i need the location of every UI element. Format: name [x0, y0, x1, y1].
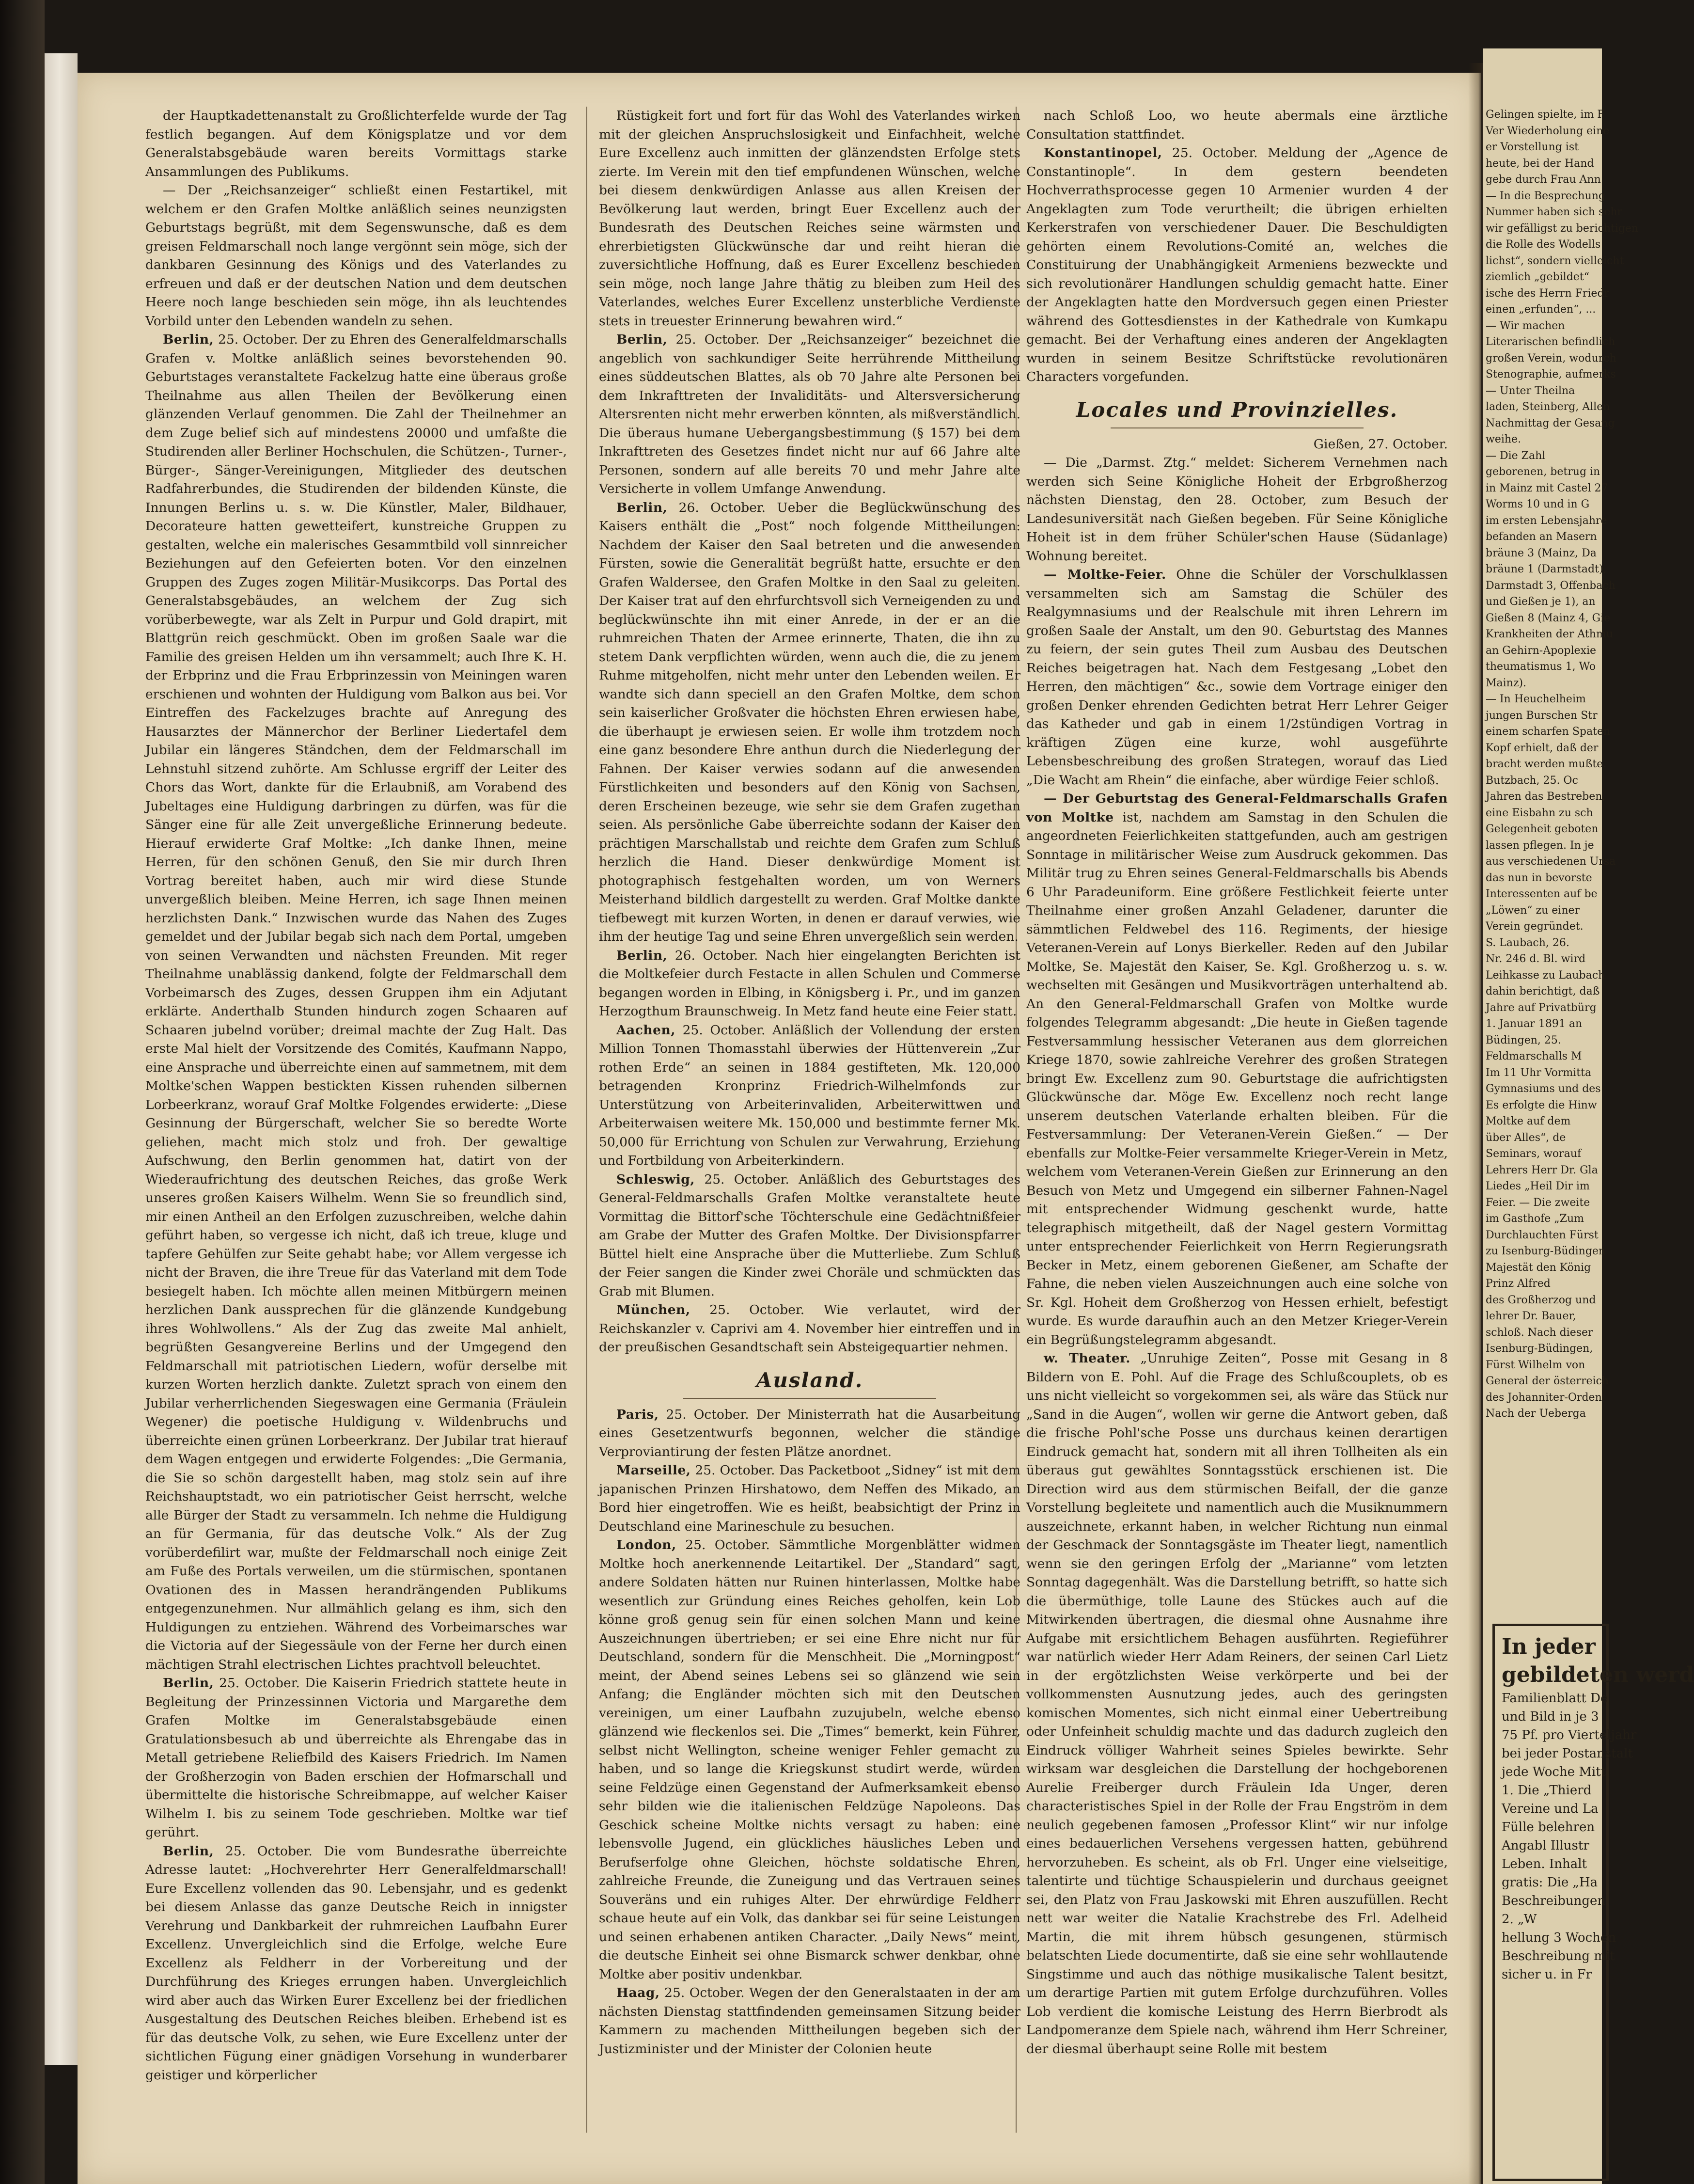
article-paragraph — [599, 499, 1020, 947]
adjacent-text-line: bracht werden mußte. — [1486, 758, 1607, 770]
adjacent-text-line: Mainz). — [1486, 677, 1527, 689]
dateline: Berlin, — [616, 500, 668, 515]
article-paragraph — [145, 1674, 567, 1842]
adjacent-text-line: 1. Januar 1891 an — [1486, 1018, 1583, 1030]
paragraph-text: „Unruhige Zeiten“, Posse mit Gesang in 8 Bildern von E. Pohl. Auf die Frage des Schlußcouplets, ob es uns nicht vielleicht so vorgekommen sei, als wäre das Stück nur „Sand in die Augen“, wollen wir gerne die Antwort geben, daß die frische Pohl'sche Posse uns durchaus keinen derartigen Eindruck gemacht hat, sondern mit all ihren Tollheiten als ein überaus gut gewähltes Sonntagsstück erschienen ist. Die Direction wird aus dem stürmischen Beifall, der die ganze Vorstellung begleitete und namentlich auch die Musiknummern auszeichnete, erkannt haben, in welcher Richtung nun einmal der Geschmack der Sonntagsgäste im Theater liegt, namentlich wenn sie den geringen Erfolg der „Marianne“ vom letzten Sonntag dagegenhält. Was die Darstellung betrifft, so hatte sich die übermüthige, tolle Laune des Stückes auch auf die Mitwirkenden übertragen, die diesmal ohne Ausnahme ihre Aufgabe mit ersichtlichem Behagen ausführten. Regieführer war natürlich wieder Herr Adam Reiners, der seinen Carl Lietz in der ergötzlichsten Weise verkörperte und bei der vollkommensten Ausnutzung jedes, auch des geringsten komischen Momentes, sich nicht einmal einer Uebertreibung oder Unfeinheit schuldig machte und das dadurch zugleich den Eindruck völliger Wahrheit seines Spieles bewirkte. Sehr wirksam war desgleichen die Darstellung der hochgeborenen Aurelie Freiberger durch Fräulein Ida Unger, deren characteristisches Spiel in der Rolle der Frau Engström in dem neulich gegebenen famosen „Professor Klint“ wir nur infolge eines bedauerlichen Versehens vergessen hatten, gebührend hervorzuheben. Es scheint, als ob Frl. Unger eine vielseitige, talentirte und tüchtige Schauspielerin und durchaus geeignet sei, den Platz von Frau Jaskowski mit Ehren auszufüllen. Recht nett war weiter die Natalie Krachstrebe des Frl. Adelheid Martin, die mit ihrem hübsch gesungenen, stürmisch belatschten Liede documentirte, daß sie eine sehr wohllautende Singstimme und auch das nöthige musikalische Talent besitzt, um derartige Partien mit gutem Erfolge durchzuführen. Volles Lob verdient die komische Leistung des Herrn Bierbrodt als Landpomeranze dem Spiele nach, während ihm Herr Schreiner, der diesmal überhaupt seine Rolle mit bestem — [1026, 1351, 1448, 2057]
adjacent-text-line: Nummer haben sich sehr — [1486, 206, 1623, 218]
adjacent-text-line: Interessenten auf be — [1486, 888, 1598, 900]
article-paragraph — [1026, 454, 1448, 566]
adjacent-text-line: Feier. — Die zweite — [1486, 1196, 1590, 1209]
paragraph-text: 25. October. Die Kaiserin Friedrich stattete heute in Begleitung der Prinzessinnen Victoria und Margarethe dem Grafen Moltke im Generalstabsgebäude einen Gratulationsbesuch ab und überreichte als Ehrengabe das in Metall getriebene Reliefbild des Kaisers Friedrich. Im Namen der Großherzogin von Baden erschien der Hofmarschall und übermittelte die historische Schreibmappe, auf welcher Kaiser Wilhelm I. bis zu seinem Tode geschrieben. Moltke war tief gerührt. — [145, 1676, 567, 1840]
dateline: Marseille, — [616, 1463, 691, 1478]
dateline: Haag, — [616, 1985, 660, 2000]
adjacent-text-line: Moltke auf dem — [1486, 1115, 1571, 1127]
paragraph-text: 25. October. Anläßlich der Vollendung der ersten Million Tonnen Thomasstahl überwies der Hüttenverein „Zur rothen Erde“ an seinen in 1884 gestifteten, Mk. 120,000 betragenden Kronprinz Friedrich-Wilhelmfonds zur Unterstützung von Arbeiterinvaliden, Arbeiterwittwen und Arbeiterwaisen weitere Mk. 150,000 und bestimmte ferner Mk. 50,000 für Errichtung von Schulen zur Verwahrung, Erziehung und Fortbildung von Arbeiterkindern. — [599, 1022, 1020, 1168]
binding-margin-strip — [45, 53, 78, 2065]
article-paragraph — [1026, 144, 1448, 387]
dateline: Berlin, — [163, 1676, 214, 1691]
adjacent-text-line: Butzbach, 25. Oc — [1486, 774, 1578, 787]
ad-text-line: 2. „W — [1502, 1912, 1537, 1927]
ad-text-line: Beschreibungen — [1502, 1894, 1606, 1908]
article-paragraph — [599, 1984, 1020, 2058]
adjacent-text-line: aus verschiedenen Ursa — [1486, 855, 1616, 868]
dateline: Berlin, — [163, 332, 214, 347]
adjacent-text-line: bräune 1 (Darmstadt), — [1486, 563, 1607, 575]
article-paragraph — [599, 1171, 1020, 1301]
dateline: Berlin, — [616, 948, 668, 963]
adjacent-text-line: geborenen, betrug in — [1486, 466, 1600, 478]
adjacent-text-line: Gießen 8 (Mainz 4, Gie — [1486, 612, 1611, 624]
article-paragraph — [599, 1461, 1020, 1536]
adjacent-text-line: wir gefälligst zu berichtigen — [1486, 222, 1639, 235]
adjacent-text-line: S. Laubach, 26. — [1486, 936, 1569, 949]
article-paragraph — [599, 107, 1020, 331]
ad-text-line: und Bild in je 3 — [1502, 1709, 1599, 1724]
article-paragraph — [599, 1301, 1020, 1357]
dateline: London, — [616, 1537, 676, 1552]
dateline: w. Theater. — [1044, 1351, 1131, 1366]
adjacent-page-text — [1486, 107, 1639, 1422]
adjacent-text-line: bräune 3 (Mainz, Da — [1486, 547, 1597, 559]
adjacent-text-line: Kopf erhielt, daß der — [1486, 742, 1599, 754]
paragraph-text: 25. October. Wie verlautet, wird der Reichskanzler v. Caprivi am 4. November hier eintreffen und in der preußischen Gesandtschaft sein Absteigequartier nehmen. — [599, 1302, 1020, 1355]
page-fold-shadow — [1468, 63, 1483, 2184]
adjacent-text-line: Lehrers Herr Dr. Gla — [1486, 1164, 1598, 1176]
article-paragraph — [599, 1406, 1020, 1462]
book-binding — [0, 0, 45, 2184]
ad-text-line: Fülle belehren — [1502, 1820, 1595, 1835]
adjacent-text-line: Jahre auf Privatbürg — [1486, 1001, 1597, 1014]
article-paragraph — [1026, 1349, 1448, 2058]
adjacent-text-line: einem scharfen Spaten — [1486, 726, 1611, 738]
adjacent-text-line: Ver Wiederholung eine — [1486, 125, 1610, 137]
adjacent-text-line: das nun in bevorste — [1486, 871, 1592, 884]
adjacent-text-line: weihe. — [1486, 433, 1521, 445]
adjacent-text-line: befanden an Masern — [1486, 531, 1597, 543]
adjacent-text-line: laden, Steinberg, Allen — [1486, 401, 1610, 413]
article-paragraph — [599, 1536, 1020, 1984]
adjacent-text-line: Büdingen, 25. — [1486, 1034, 1561, 1046]
adjacent-text-line: dahin berichtigt, daß — [1486, 985, 1600, 997]
section-heading: Ausland. — [599, 1366, 1020, 1399]
adjacent-text-line: großen Verein, wodurch — [1486, 352, 1616, 364]
paragraph-text: 25. October. Wegen der den Generalstaaten in der am nächsten Dienstag stattfindenden gemeinsamen Sitzung beider Kammern zu machenden Mittheilungen begeben sich der Justizminister und der Minister der Colonien heute — [599, 1985, 1020, 2057]
article-paragraph — [599, 331, 1020, 499]
dateline: Schleswig, — [616, 1171, 695, 1187]
adjacent-text-line: ische des Herrn Friedr — [1486, 287, 1610, 300]
dateline: — Der Geburtstag des General-Feldmarschalls Grafen von Moltke — [1026, 791, 1448, 825]
paragraph-text: ist, nachdem am Samstag in den Schulen die angeordneten Feierlichkeiten stattgefunden, auch am gestrigen Sonntage in militärischer Weise zum Ausdruck gekommen. Das Militär trug zu Ehren seines General-Feldmarschalls bis Abends 6 Uhr Paradeuniform. Eine größere Festlichkeit feierte unter Theilnahme einer großen Anzahl Geladener, darunter die sämmtlichen Feldwebel des 116. Regiments, der hiesige Veteranen-Verein auf Lonys Bierkeller. Reden auf den Jubilar Moltke, Se. Majestät den Kaiser, Se. Kgl. Großherzog u. s. w. wechselten mit Gesängen und Musikvorträgen unterhaltend ab. An den General-Feldmarschall Grafen von Moltke wurde folgendes Telegramm abgesandt: „Die heute in Gießen tagende Festversammlung hessischer Veteranen aus dem glorreichen Kriege 1870, sowie zahlreiche Verehrer des großen Strategen bringt Ew. Excellenz zum 90. Geburtstage die aufrichtigsten Glückwünsche dar. Möge Ew. Excellenz noch recht lange unserem deutschen Vaterlande erhalten bleiben. Für die Festversammlung: Der Veteranen-Verein Gießen.“ — Der ebenfalls zur Moltke-Feier versammelte Krieger-Verein in Metz, welchem vom Veteranen-Verein Gießen zur Erinnerung an den Besuch von Metz und Umgegend ein silberner Fahnen-Nagel mit entsprechender Widmung geschenkt wurde, hatte telegraphisch mitgetheilt, daß der Nagel gestern Vormittag unter entsprechender Feierlichkeit von Herrn Regierungsrath Becker in Metz, einem geborenen Gießener, am Schafte der Fahne, die neben vielen Auszeichnungen auch eine solche von Sr. Kgl. Hoheit dem Großherzog von Hessen erhielt, befestigt wurde. Es wurde daraufhin auch an den Metzer Krieger-Verein ein Begrüßungstelegramm abgesandt. — [1026, 809, 1448, 1347]
article-column-1 — [145, 107, 567, 2133]
adjacent-text-line: gebe durch Frau Ann — [1486, 174, 1601, 186]
adjacent-text-line: Darmstadt 3, Offenbach — [1486, 579, 1616, 592]
ad-text-line: Vereine und La — [1502, 1802, 1599, 1816]
article-paragraph — [1026, 790, 1448, 1349]
adjacent-text-line: Isenburg-Büdingen, — [1486, 1343, 1593, 1355]
adjacent-text-line: im Gasthofe „Zum — [1486, 1213, 1584, 1225]
paragraph-text: 26. October. Nach hier eingelangten Berichten ist die Moltkefeier durch Festacte in allen Schulen und Commerse begangen worden in Elbing, in Königsberg i. Pr., und im ganzen Herzogthum Braunschweig. In Metz fand heute eine Feier statt. — [599, 948, 1020, 1019]
adjacent-text-line: über Alles“, de — [1486, 1131, 1566, 1144]
ad-text-line: sicher u. in Fr — [1502, 1967, 1592, 1982]
paragraph-text: 25. October. Meldung der „Agence de Constantinople“. In dem gestern beendeten Hochverrathsprocesse gegen 10 Armenier wurden 4 der Angeklagten zum Tode verurtheilt; die übrigen erhielten Kerkerstrafen von verschiedener Dauer. Die Beschuldigten gehörten einem Revolutions-Comité an, welches die Constituirung der Unabhängigkeit Armeniens bezweckte und sich revolutionärer Handlungen schuldig gemacht hatte. Einer der Angeklagten hatte den Mordversuch gegen einen Priester während des Gottesdienstes in der Kathedrale von Kumkapu gemacht. Bei der Verhaftung eines anderen der Angeklagten wurden in seinem Besitze Schriftstücke revolutionären Characters vorgefunden. — [1026, 145, 1448, 384]
adjacent-text-line: Literarischen befindlich — [1486, 336, 1616, 348]
adjacent-text-line: lichst“, sondern vielleicht — [1486, 254, 1624, 267]
ad-text-line: jede Woche Mitt — [1502, 1765, 1606, 1779]
dateline: — Moltke-Feier. — [1044, 567, 1166, 582]
article-paragraph — [599, 947, 1020, 1021]
paragraph-text: 25. October. Anläßlich des Geburtstages des General-Feldmarschalls Grafen Moltke veranstaltete heute Vormittag die Bittorf'sche Töchterschule eine Gedächtnißfeier am Grabe der Mutter des Grafen Moltke. Der Divisionspfarrer Büttel hielt eine Ansprache über die Mutterliebe. Zum Schluß der Feier sangen die Kinder zwei Choräle und schmückten das Grab mit Blumen. — [599, 1171, 1020, 1299]
paragraph-text: — Der „Reichsanzeiger“ schließt einen Festartikel, mit welchem er den Grafen Moltke anläßlich seines neunzigsten Geburtstags begrüßt, mit dem Segenswunsche, daß es dem greisen Feldmarschall noch lange vergönnt sein möge, sich der dankbaren Gesinnung des Königs und des Vaterlandes zu erfreuen und daß er der deutschen Nation und dem deutschen Heere noch lange beschieden sein möge, ihn als leuchtendes Vorbild unter den Lebenden wandeln zu sehen. — [145, 183, 567, 329]
adjacent-text-line: „Löwen“ zu einer — [1486, 904, 1580, 917]
adjacent-text-line: Fürst Wilhelm von — [1486, 1359, 1585, 1371]
adjacent-text-line: an Gehirn-Apoplexie — [1486, 644, 1597, 657]
adjacent-text-line: Seminars, worauf — [1486, 1148, 1582, 1160]
article-paragraph — [145, 1842, 567, 2085]
adjacent-text-line: zu Isenburg-Büdingen — [1486, 1245, 1606, 1257]
paragraph-text: 25. October. Der zu Ehren des Generalfeldmarschalls Grafen v. Moltke anläßlich seines bevorstehenden 90. Geburtstages veranstaltete Fackelzug hatte eine überaus große Theilnahme aus allen Theilen der Bevölkerung einen glänzenden Verlauf genommen. Die Zahl der Theilnehmer an dem Zuge belief sich auf mindestens 20000 und umfaßte die Studirenden aller Berliner Hochschulen, die Schützen-, Turner-, Bürger-, Sänger-Vereinigungen, Mitglieder des deutschen Radfahrerbundes, die Studirenden der bildenden Künste, die Innungen Berlins u. s. w. Die Künstler, Maler, Bildhauer, Decorateure hatten gewetteifert, kunstreiche Gruppen zu gestalten, welche ein malerisches Gesammtbild voll sinnreicher Beziehungen auf den Gefeierten boten. Vor den einzelnen Gruppen des Zuges zogen Militär-Musikcorps. Das Portal des Generalstabsgebäudes, an welchem der Zug sich vorüberbewegte, war als Zelt in Purpur und Gold drapirt, mit Blattgrün reich geschmückt. Oben im großen Saale war die Familie des greisen Helden um ihn versammelt; auch Ihre K. H. der Erbprinz und die Frau Erbprinzessin von Meiningen waren erschienen und wohnten der Huldigung vom Balkon aus bei. Vor Eintreffen des Fackelzuges brachte auf Anregung des Hausarztes der Männerchor der Berliner Liedertafel dem Jubilar ein längeres Ständchen, dem der Feldmarschall im Lehnstuhl sitzend zuhörte. Am Schlusse ergriff der Leiter des Chors das Wort, dankte für die Erlaubniß, am Vorabend des Jubeltages eine Huldigung darbringen zu dürfen, was für die Sänger eine für alle Zeit unvergeßliche Erinnerung bedeute. Hierauf erwiderte Graf Moltke: „Ich danke Ihnen, meine Herren, für den schönen Genuß, den Sie mir durch Ihren Vortrag bereitet haben, auch mir wird diese Stunde unvergeßlich bleiben. Meine Herren, ich sage Ihnen meinen herzlichsten Dank.“ Inzwischen wurde das Nahen des Zuges gemeldet und der Jubilar begab sich nach dem Portal, umgeben von seinen Verwandten und nächsten Freunden. Mit reger Theilnahme unablässig dankend, folgte der Feldmarschall dem Vorbeimarsch des Zuges, dessen Gruppen ihm ein Adjutant erklärte. Anderthalb Stunden hindurch zogen Schaaren auf Schaaren jubelnd vorüber; dreimal machte der Zug Halt. Das erste Mal hielt der Vorsitzende des Comités, Kaufmann Nappo, eine Ansprache und überreichte einen auf sammetnem, mit dem Moltke'schen Wappen bestickten Kissen ruhenden silbernen Lorbeerkranz, worauf Graf Moltke Folgendes erwiderte: „Diese Gesinnung der Bürgerschaft, welcher Sie so beredte Worte geliehen, macht mich stolz und froh. Der gewaltige Aufschwung, den Berlin genommen hat, datirt von der Wiederaufrichtung des deutschen Reiches, das große Werk unseres großen Kaisers Wilhelm. Wenn Sie so freundlich sind, mir einen Antheil an den Erfolgen zuzuschreiben, welche dahin geführt haben, so vergesse ich nicht, daß ich treue, kluge und tapfere Gehülfen zur Seite gehabt habe; vor Allem vergesse ich nicht der Braven, die ihre Treue für das Vaterland mit dem Tode besiegelt haben. Ich möchte allen meinen Mitbürgern meinen herzlichen Dank aussprechen für die glänzende Kundgebung ihres Wohlwollens.“ Als der Zug das zweite Mal anhielt, begrüßten Gesangvereine Berlins und der Umgegend den Feldmarschall mit patriotischen Liedern, wofür derselbe mit kurzen Worten herzlich dankte. Zuletzt sprach von einem den Jubilar verherrlichenden Siegeswagen eine Germania (Fräulein Wegener) die poetische Huldigung v. Wildenbruchs und überreichte einen grünen Lorbeerkranz. Der Jubilar trat hierauf dem Wagen entgegen und erwiderte Folgendes: „Die Germania, die Sie so schön dargestellt haben, mag stolz sein auf ihre Reichshauptstadt, wo ein patriotischer Geist herrscht, welche alle Bürger der Stadt zu versammeln. Ich nehme die Huldigung an für Germania, für das deutsche Volk.“ Als der Zug vorüberdefilirt war, mußte der Feldmarschall noch einige Zeit am Fuße des Portals verweilen, um die stürmischen, spontanen Ovationen des in Massen herandrängenden Publikums entgegenzunehmen. Nur allmählich gelang es ihm, sich den Huldigungen zu entziehen. Während des Vorbeimarsches war die Victoria auf der Siegessäule von der Ferne her durch einen mächtigen Strahl electrischen Lichtes prachtvoll beleuchtet. — [145, 332, 567, 1672]
ad-text-line: gebildeten werd — [1502, 1662, 1694, 1687]
adjacent-text-line: schloß. Nach dieser — [1486, 1326, 1593, 1339]
paragraph-text: 26. October. Ueber die Beglückwünschung des Kaisers enthält die „Post“ noch folgende Mittheilungen: Nachdem der Kaiser den Saal betreten und die anwesenden Fürsten, sowie die Generalität begrüßt hatte, ersuchte er den Grafen Waldersee, den Grafen Moltke in den Saal zu geleiten. Der Kaiser trat auf den ehrfurchtsvoll sich Verneigenden zu und beglückwünschte ihn mit einer Anrede, in der er an die ruhmreichen Thaten der Armee erinnerte, Thaten, die ihn zu stetem Dank verpflichten würden, wenn auch die, die zu jenem Ruhme mitgeholfen, nicht mehr unter den Lebenden weilen. Er wandte sich dann speciell an den Grafen Moltke, dem schon sein kaiserlicher Großvater die höchsten Ehren erwiesen habe, die überhaupt je erwiesen seien. Er wolle ihm trotzdem noch eine ganz besondere Ehre anthun durch die Niederlegung der Fahnen. Der Kaiser verwies sodann auf die anwesenden Fürstlichkeiten und besonders auf den König von Sachsen, deren Erscheinen bezeuge, wie sehr sie dem Grafen zugethan seien. Als persönliche Gabe überreichte sodann der Kaiser den prächtigen Marschallstab und reichte dem Grafen zum Schluß herzlich die Hand. Dieser denkwürdige Moment ist photographisch festgehalten worden, um von Werners Meisterhand bildlich dargestellt zu werden. Graf Moltke dankte tiefbewegt mit kurzen Worten, in denen er darauf verwies, wie ihm der heutige Tag und seine Ehren unvergeßlich sein werden. — [599, 500, 1020, 944]
adjacent-text-line: Gymnasiums und des — [1486, 1083, 1601, 1095]
adjacent-text-line: Verein gegründet. — [1486, 920, 1584, 933]
adjacent-text-line: Nr. 246 d. Bl. wird — [1486, 953, 1586, 965]
ad-text-line: 1. Die „Thierd — [1502, 1783, 1592, 1798]
adjacent-text-line: in Mainz mit Castel 27 — [1486, 482, 1608, 494]
adjacent-text-line: Nach der Ueberga — [1486, 1408, 1586, 1420]
paragraph-text: 25. October. Sämmtliche Morgenblätter widmen Moltke hoch anerkennende Leitartikel. Der „Standard“ sagt, andere Soldaten hätten nur Ruinen hinterlassen, Moltke habe wesentlich zur Gründung eines Reiches geholfen, kein Lob könne groß genug sein für einen solchen Mann und keine Auszeichnungen übertrieben; er sei eine Ehre nicht nur für Deutschland, sondern für die Menschheit. Die „Morningpost“ meint, der Abend seines Lebens sei so glänzend wie sein Anfang; die Engländer möchten sich mit den Deutschen vereinigen, um einer Laufbahn zuzujubeln, welche ebenso glänzend wie fleckenlos sei. Die „Times“ bemerkt, kein Führer, selbst nicht Wellington, scheine weniger Fehler gemacht zu haben, und so lange die Kriegskunst studirt werde, würden seine Feldzüge einen Gegenstand der Aufmerksamkeit ebenso sehr bilden wie die italienischen Feldzüge Napoleons. Das Geschick scheine Moltke nichts versagt zu haben: eine lebensvolle Jugend, ein glückliches häusliches Leben und Berufserfolge ohne Gleichen, höchste soldatische Ehren, zahlreiche Freunde, die Zuneigung und das Vertrauen seines Souveräns und ein ruhiges Alter. Der ehrwürdige Feldherr schaue heute auf ein Volk, das dankbar sei für seine Leistungen und seinen erhabenen antiken Character. „Daily News“ meint, die deutsche Einheit sei ohne Bismarck schwer denkbar, ohne Moltke aber positiv undenkbar. — [599, 1537, 1020, 1982]
section-heading: Locales und Provinzielles. — [1026, 396, 1448, 428]
adjacent-text-line: und Gießen je 1), an — [1486, 596, 1596, 608]
ad-text-line: gratis: Die „Ha — [1502, 1875, 1598, 1890]
adjacent-text-line: Nachmittag der Gesang — [1486, 417, 1615, 429]
adjacent-text-line: heute, bei der Hand — [1486, 157, 1594, 170]
adjacent-text-line: — Die Zahl — [1486, 449, 1546, 462]
paragraph-text: Rüstigkeit fort und fort für das Wohl des Vaterlandes wirken mit der gleichen Anspruchslosigkeit und Einfachheit, welche Eure Excellenz auch inmitten der glänzendsten Erfolge stets zierte. Im Verein mit den tief empfundenen Wünschen, welche bei diesem denkwürdigen Anlasse aus allen Kreisen der Bevölkerung laut werden, bringt Euer Excellenz auch der Bundesrath des Deutschen Reiches seine wärmsten und ehrerbietigsten Glückwünsche dar und reiht hieran die zuversichtliche Hoffnung, daß es Eurer Excellenz beschieden sein möge, noch lange Jahre thätig zu bleiben zum Heil des Vaterlandes, welches Eurer Excellenz unsterbliche Verdienste stets in treuester Erinnerung bewahren wird.“ — [599, 108, 1020, 329]
adjacent-text-line: Majestät den König — [1486, 1261, 1591, 1274]
dateline: Konstantinopel, — [1044, 145, 1162, 160]
adjacent-text-line: des Johanniter-Orden — [1486, 1391, 1602, 1404]
adjacent-text-line: Liedes „Heil Dir im — [1486, 1180, 1590, 1192]
paragraph-text: 25. October. Der „Reichsanzeiger“ bezeichnet die angeblich von sachkundiger Seite herrührende Mittheilung eines süddeutschen Blattes, als ob 70 Jahre alte Personen bei dem Inkrafttreten der Invaliditäts- und Altersversicherung Altersrenten nicht mehr erwerben könnten, als mißverständlich. Die überaus humane Uebergangsbestimmung (§ 157) bei dem Inkrafttreten des Gesetzes findet nicht nur auf 66 Jahre alte Personen, sondern auf alle bereits 70 und mehr Jahre alte Versicherte in vollem Umfange Anwendung. — [599, 332, 1020, 496]
adjacent-text-line: Worms 10 und in G — [1486, 498, 1590, 510]
adjacent-text-line: einen „erfunden“, ... — [1486, 303, 1596, 316]
adjacent-text-line: Feldmarschalls M — [1486, 1050, 1582, 1062]
dateline-heading: Gießen, 27. October. — [1313, 436, 1448, 452]
paragraph-text: 25. October. Der Ministerrath hat die Ausarbeitung eines Gesetzentwurfs begonnen, welcher die ständige Verproviantirung der festen Plätze anordnet. — [599, 1407, 1020, 1459]
article-paragraph — [145, 107, 567, 181]
article-column-2 — [599, 107, 1020, 2133]
ad-text-line: Leben. Inhalt — [1502, 1857, 1587, 1871]
column-divider — [586, 107, 587, 2133]
adjacent-text-line: ziemlich „gebildet“ — [1486, 271, 1589, 283]
ad-text-line: bei jeder Postanstalt — [1502, 1746, 1633, 1761]
adjacent-text-line: — Wir machen — [1486, 319, 1565, 332]
adjacent-text-line: — Unter Theilna — [1486, 384, 1575, 397]
adjacent-text-line: — In Heuchelheim — [1486, 693, 1586, 705]
adjacent-text-line: Stenographie, aufmerks — [1486, 368, 1616, 380]
adjacent-text-line: die Rolle des Wodells — [1486, 238, 1601, 251]
article-paragraph — [145, 331, 567, 1674]
advertisement-box — [1492, 1624, 1694, 2181]
paragraph-text: — Die „Darmst. Ztg.“ meldet: Sicherem Vernehmen nach werden sich Seine Königliche Hoheit der Erbgroßherzog nächsten Dienstag, den 28. October, zum Besuch der Landesuniversität nach Gießen begeben. Für Seine Königliche Hoheit ist in dem früher Schüler'schen Hause (Südanlage) Wohnung bereitet. — [1026, 455, 1448, 564]
adjacent-page-edge — [1483, 48, 1694, 2184]
dateline: Berlin, — [163, 1843, 214, 1859]
adjacent-text-line: Gelingen spielte, im F — [1486, 109, 1605, 121]
adjacent-text-line: lehrer Dr. Bauer, — [1486, 1310, 1576, 1322]
adjacent-text-line: des Großherzog und — [1486, 1294, 1596, 1306]
article-paragraph — [145, 181, 567, 331]
adjacent-text-line: Es erfolgte die Hinw — [1486, 1099, 1597, 1111]
adjacent-text-line: jungen Burschen Str — [1486, 709, 1598, 722]
adjacent-text-line: Krankheiten der Athmu — [1486, 628, 1613, 640]
paragraph-text: 25. October. Die vom Bundesrathe überreichte Adresse lautet: „Hochverehrter Herr Generalfeldmarschall! Eure Excellenz vollenden das 90. Lebensjahr, und es gedenkt bei diesem Anlasse das ganze Deutsche Reich in innigster Verehrung und Dankbarkeit der ruhmreichen Laufbahn Eurer Excellenz. Unvergleichlich sind die Erfolge, welche Eure Excellenz als Feldherr in der Vorbereitung und der Durchführung des Krieges errungen haben. Unvergleichlich wird aber auch das Wirken Eurer Excellenz bei der friedlichen Ausgestaltung des Deutschen Reiches bleiben. Erhebend ist es für das deutsche Volk, zu sehen, wie Eure Excellenz unter der sichtlichen Fügung einer gnädigen Vorsehung in wunderbarer geistiger und körperlicher — [145, 1843, 567, 2083]
paragraph-text: 25. October. Das Packetboot „Sidney“ ist mit dem japanischen Prinzen Hirshatowo, dem Neffen des Mikado, an Bord hier eingetroffen. Wie es heißt, beabsichtigt der Prinz in Deutschland eine Marineschule zu besuchen. — [599, 1463, 1020, 1534]
adjacent-text-line: eine Eisbahn zu sch — [1486, 807, 1593, 819]
adjacent-text-line: Prinz Alfred — [1486, 1278, 1551, 1290]
adjacent-text-line: theumatismus 1, Wo — [1486, 661, 1596, 673]
ad-text-line: Angabl Illustr — [1502, 1838, 1589, 1853]
dateline: Paris, — [616, 1407, 659, 1422]
dateline: München, — [616, 1302, 690, 1317]
dateline: Berlin, — [616, 332, 668, 347]
adjacent-text-line: lassen pflegen. In je — [1486, 839, 1594, 852]
dateline: Aachen, — [616, 1022, 675, 1038]
ad-text-line: hellung 3 Wochen — [1502, 1931, 1616, 1945]
article-column-3 — [1026, 107, 1448, 2133]
adjacent-text-line: Gelegenheit geboten — [1486, 823, 1599, 835]
ad-text-line: Beschreibung mit — [1502, 1949, 1615, 1963]
ad-text-line: Familienblatt De — [1502, 1691, 1608, 1706]
article-paragraph — [1026, 566, 1448, 790]
adjacent-text-line: General der österreich — [1486, 1375, 1609, 1387]
ad-text-line: 75 Pf. pro Vierteljahr — [1502, 1728, 1637, 1742]
paragraph-text: nach Schloß Loo, wo heute abermals eine ärztliche Consultation stattfindet. — [1026, 108, 1448, 142]
adjacent-text-line: Im 11 Uhr Vormitta — [1486, 1066, 1592, 1079]
paragraph-text: Ohne die Schüler der Vorschulklassen versammelten sich am Samstag die Schüler des Realgymnasiums und der Realschule mit ihren Lehrern im großen Saale der Anstalt, um den 90. Geburtstag des Mannes zu feiern, der sein gutes Theil zum Ausbau des Deutschen Reiches beigetragen hat. Nach dem Festgesang „Lobet den Herren, den mächtigen“ &c., sowie dem Vortrage einiger den großen Denker ehrenden Gedichten betrat Herr Lehrer Geiger das Katheder und gab in einem 1/2stündigen Vortrag in kräftigen Zügen eine kurze, wohl ausgeführte Lebensbeschreibung des großen Strategen, worauf das Lied „Die Wacht am Rhein“ die einfache, aber würdige Feier schloß. — [1026, 567, 1448, 788]
adjacent-text-line: Durchlauchten Fürst — [1486, 1229, 1599, 1241]
article-paragraph — [599, 1021, 1020, 1171]
adjacent-text-line: Leihkasse zu Laubach — [1486, 969, 1605, 981]
adjacent-text-line: — In die Besprechung — [1486, 190, 1605, 202]
adjacent-text-line: im ersten Lebensjahre — [1486, 514, 1607, 527]
paragraph-text: der Hauptkadettenanstalt zu Großlichterfelde wurde der Tag festlich begangen. Auf dem Königsplatze und vor dem Generalstabsgebäude waren bereits Vormittags starke Ansammlungen des Publikums. — [145, 108, 567, 179]
article-paragraph — [1026, 107, 1448, 144]
adjacent-text-line: er Vorstellung ist — [1486, 141, 1579, 153]
adjacent-text-line: Jahren das Bestreben, — [1486, 791, 1606, 803]
ad-text-line: In jeder — [1502, 1634, 1596, 1659]
